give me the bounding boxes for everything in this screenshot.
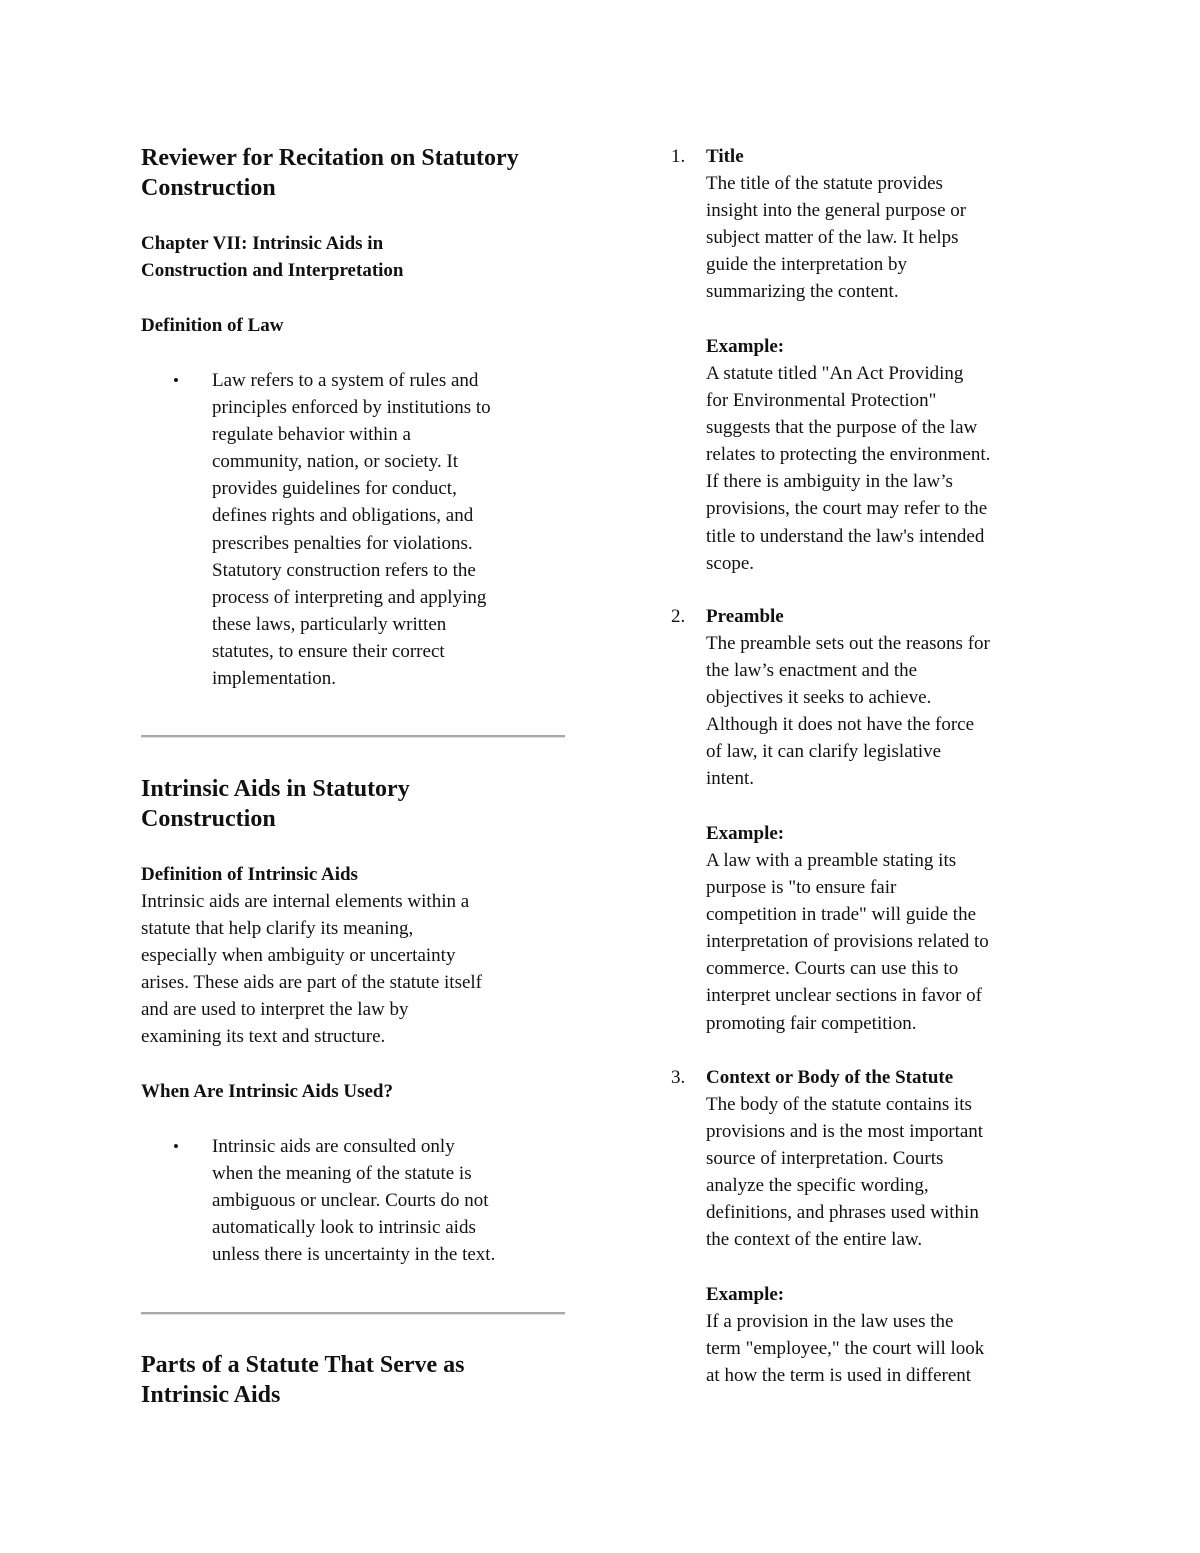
paragraph-line: unless there is uncertainty in the text. <box>212 1244 496 1266</box>
paragraph-line: objectives it seeks to achieve. <box>706 687 932 709</box>
paragraph-line: implementation. <box>212 668 337 690</box>
paragraph-line: The body of the statute contains its <box>706 1094 972 1115</box>
bullet-icon: • <box>173 371 179 390</box>
paragraph-line: definitions, and phrases used within <box>706 1202 979 1224</box>
section-title-line: Intrinsic Aids in Statutory <box>141 776 410 802</box>
paragraph-line: intent. <box>706 768 755 790</box>
chapter-heading <box>141 230 404 284</box>
list-item-heading: Preamble <box>706 606 784 627</box>
paragraph-line: ambiguous or unclear. Courts do not <box>212 1190 489 1212</box>
paragraph-line: A law with a preamble stating its <box>706 850 957 871</box>
paragraph-line: The preamble sets out the reasons for <box>706 633 990 654</box>
section-divider <box>141 735 565 738</box>
paragraph-line: A statute titled "An Act Providing <box>706 363 964 384</box>
list-number: 3. <box>671 1067 686 1088</box>
example-block <box>666 333 1106 577</box>
section-divider <box>141 1312 565 1315</box>
paragraph-line: examining its text and structure. <box>141 1026 386 1048</box>
example-block <box>666 1281 1106 1389</box>
list-item-title <box>666 143 1106 305</box>
list-number: 2. <box>671 606 686 627</box>
paragraph-line: competition in trade" will guide the <box>706 904 976 926</box>
example-block <box>666 820 1106 1037</box>
paragraph-line: process of interpreting and applying <box>212 586 487 608</box>
paragraph-line: Statutory construction refers to the <box>212 559 476 581</box>
list-item-heading: Title <box>706 146 744 167</box>
paragraph-line: Although it does not have the force <box>706 714 975 736</box>
paragraph-line: these laws, particularly written <box>212 613 447 635</box>
paragraph-line: interpretation of provisions related to <box>706 931 989 953</box>
paragraph-line: subject matter of the law. It helps <box>706 227 959 249</box>
paragraph-line: commerce. Courts can use this to <box>706 958 959 980</box>
paragraph-line: provisions, the court may refer to the <box>706 498 988 520</box>
section-title-line: Intrinsic Aids <box>141 1382 281 1408</box>
paragraph-line: If a provision in the law uses the <box>706 1311 954 1332</box>
paragraph-line: and are used to interpret the law by <box>141 999 409 1021</box>
paragraph-line: prescribes penalties for violations. <box>212 532 473 554</box>
chapter-heading-line: Chapter VII: Intrinsic Aids in <box>141 233 384 254</box>
paragraph-line: statutes, to ensure their correct <box>212 640 445 662</box>
paragraph-line: Intrinsic aids are consulted only <box>212 1136 455 1157</box>
paragraph-line: analyze the specific wording, <box>706 1175 929 1197</box>
paragraph-line: suggests that the purpose of the law <box>706 417 978 439</box>
paragraph-line: automatically look to intrinsic aids <box>212 1217 476 1239</box>
paragraph-line: regulate behavior within a <box>212 424 411 446</box>
paragraph-line: provides guidelines for conduct, <box>212 478 457 500</box>
paragraph-line: scope. <box>706 552 755 574</box>
example-label: Example: <box>706 823 785 844</box>
paragraph-line: relates to protecting the environment. <box>706 444 991 466</box>
section-title-parts-of-statute <box>141 1350 465 1410</box>
section-title-line: Parts of a Statute That Serve as <box>141 1352 465 1378</box>
paragraph-line: guide the interpretation by <box>706 254 908 276</box>
page-title <box>141 143 519 203</box>
paragraph-line: insight into the general purpose or <box>706 200 967 222</box>
paragraph-line: the context of the entire law. <box>706 1229 923 1251</box>
paragraph-line: provisions and is the most important <box>706 1121 984 1143</box>
section-title-intrinsic-aids <box>141 774 410 834</box>
paragraph-line: especially when ambiguity or uncertainty <box>141 945 456 967</box>
paragraph-line: principles enforced by institutions to <box>212 397 491 419</box>
paragraph-line: summarizing the content. <box>706 281 899 303</box>
list-number: 1. <box>671 146 686 167</box>
paragraph-line: defines rights and obligations, and <box>212 505 474 527</box>
paragraph-line: purpose is "to ensure fair <box>706 877 897 899</box>
paragraph-line: when the meaning of the statute is <box>212 1163 472 1185</box>
definition-of-intrinsic-aids-paragraph <box>141 888 482 1051</box>
page-title-line: Construction <box>141 175 276 201</box>
list-item-preamble <box>666 603 1106 793</box>
paragraph-line: the law’s enactment and the <box>706 660 918 682</box>
bullet-icon: • <box>173 1137 179 1156</box>
when-used-heading: When Are Intrinsic Aids Used? <box>141 1081 393 1102</box>
paragraph-line: community, nation, or society. It <box>212 451 459 473</box>
paragraph-line: of law, it can clarify legislative <box>706 741 942 763</box>
paragraph-line: at how the term is used in different <box>706 1365 972 1387</box>
section-title-line: Construction <box>141 806 276 832</box>
paragraph-line: promoting fair competition. <box>706 1012 917 1034</box>
paragraph-line: title to understand the law's intended <box>706 525 985 547</box>
page-title-line: Reviewer for Recitation on Statutory <box>141 145 519 171</box>
paragraph-line: If there is ambiguity in the law’s <box>706 471 953 493</box>
paragraph-line: statute that help clarify its meaning, <box>141 918 414 940</box>
list-item-heading: Context or Body of the Statute <box>706 1067 954 1088</box>
paragraph-line: arises. These aids are part of the statute itself <box>141 972 482 994</box>
when-used-bullet <box>141 1133 640 1268</box>
paragraph-line: Law refers to a system of rules and <box>212 370 479 391</box>
definition-of-law-bullet <box>141 367 640 692</box>
paragraph-line: Intrinsic aids are internal elements within a <box>141 891 470 912</box>
paragraph-line: term "employee," the court will look <box>706 1338 985 1360</box>
definition-of-law-heading: Definition of Law <box>141 315 284 336</box>
paragraph-line: The title of the statute provides <box>706 173 943 194</box>
example-label: Example: <box>706 1284 785 1305</box>
paragraph-line: interpret unclear sections in favor of <box>706 985 982 1007</box>
paragraph-line: source of interpretation. Courts <box>706 1148 944 1170</box>
definition-of-intrinsic-aids-heading: Definition of Intrinsic Aids <box>141 864 358 885</box>
chapter-heading-line: Construction and Interpretation <box>141 260 404 281</box>
paragraph-line: for Environmental Protection" <box>706 390 937 412</box>
list-item-context <box>666 1064 1106 1254</box>
example-label: Example: <box>706 336 785 357</box>
